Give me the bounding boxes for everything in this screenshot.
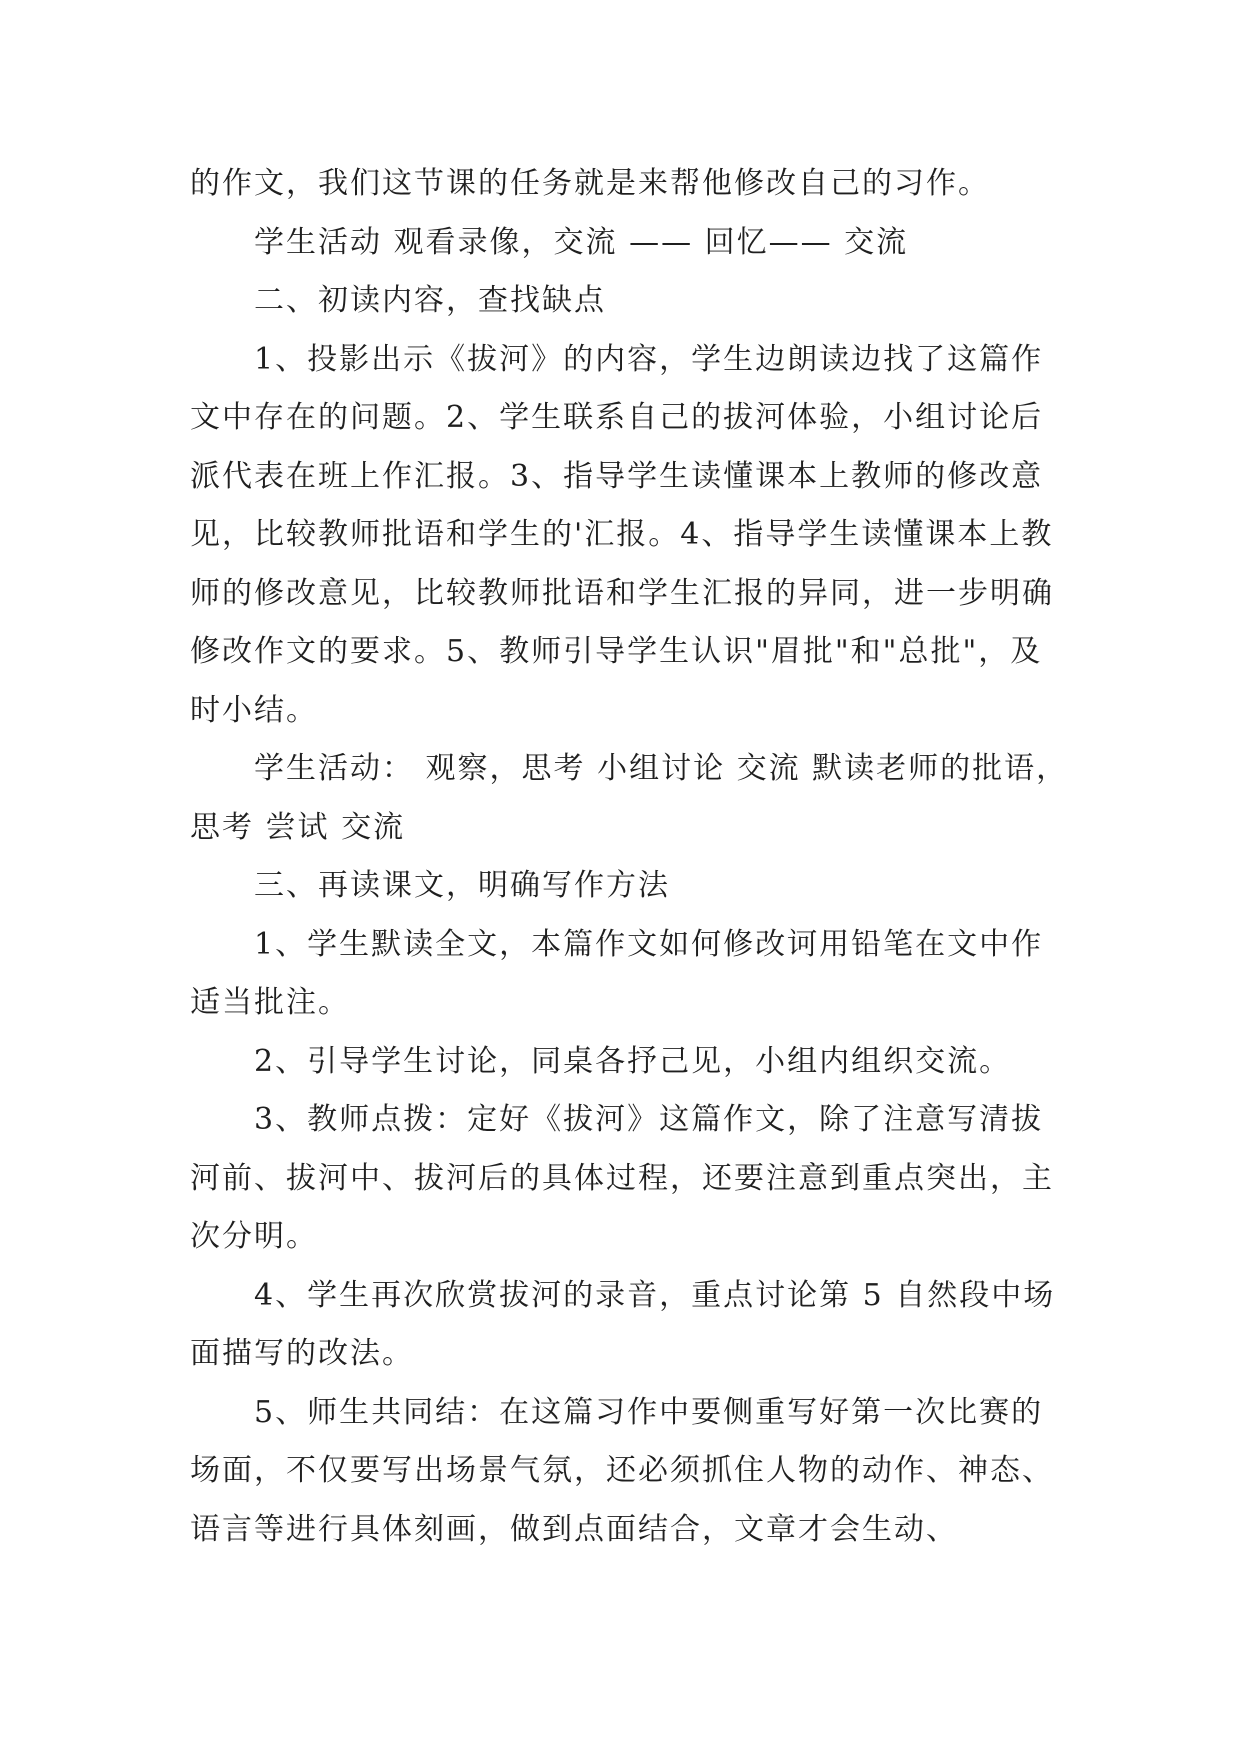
paragraph-first-reading-steps: 1、投影出示《拔河》的内容，学生边朗读边找了这篇作文中存在的问题。2、学生联系自己的拔河体验，小组讨论后派代表在班上作汇报。3、指导学生读懂课本上教师的修改意见，比较教师批语和学生的'汇报。4、指导学生读懂课本上教师的修改意见，比较教师批语和学生汇报的异同，进一步明确修改作文的要求。5、教师引导学生认识"眉批"和"总批"，及时小结。 (190, 341, 1054, 728)
paragraph-step-2: 2、引导学生讨论，同桌各抒己见，小组内组织交流。 (254, 1043, 1012, 1079)
paragraph-student-activity-discussion: 学生活动： 观察，思考 小组讨论 交流 默读老师的批语， 思考 尝试 交流 (190, 751, 1069, 845)
paragraph-step-1: 1、学生默读全文，本篇作文如何修改诃用铅笔在文中作适当批注。 (190, 926, 1044, 1020)
paragraph-step-5: 5、师生共同结：在这篇习作中要侧重写好第一次比赛的场面，不仅要写出场景气氛，还必须抓住人物的动作、神态、语言等进行具体刻画，做到点面结合，文章才会生动、 (190, 1394, 1054, 1547)
section-heading-second-reading: 三、再读课文，明确写作方法 (254, 868, 670, 903)
paragraph-step-4: 4、学生再次欣赏拔河的录音，重点讨论第 5 自然段中场面描写的改法。 (190, 1277, 1056, 1371)
section-heading-first-reading: 二、初读内容，查找缺点 (254, 283, 606, 318)
paragraph-step-3: 3、教师点拨：定好《拔河》这篇作文，除了注意写清拔河前、拔河中、拔河后的具体过程，还要注意到重点突出，主次分明。 (190, 1102, 1054, 1254)
paragraph-continuation: 的作文，我们这节课的任务就是来帮他修改自己的习作。 (190, 166, 990, 201)
paragraph-student-activity-video: 学生活动 观看录像，交流 —— 回忆—— 交流 (254, 224, 909, 260)
document-body (190, 155, 1070, 1559)
